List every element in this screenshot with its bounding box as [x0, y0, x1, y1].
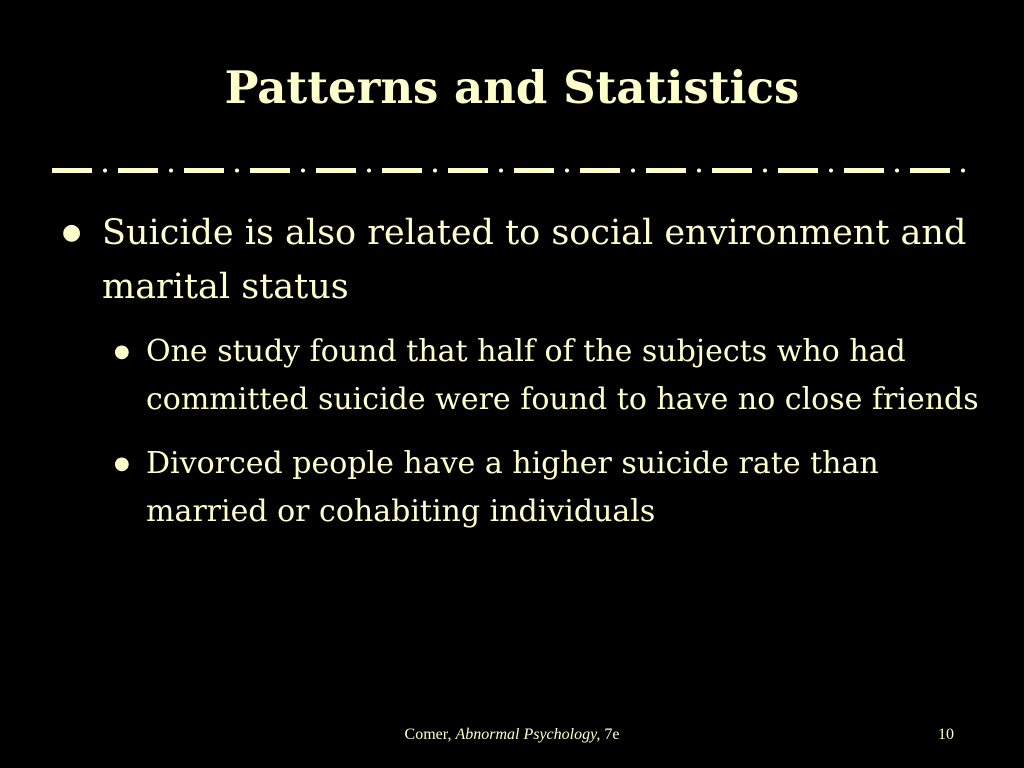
bullet-dot-icon: ●: [114, 341, 130, 362]
sub-bullet-list: [60, 328, 980, 536]
footer-book-title: Abnormal Psychology,: [455, 726, 601, 743]
slide-content: [60, 206, 980, 552]
slide-title: Patterns and Statistics: [224, 61, 800, 114]
footer-citation: [0, 726, 1024, 744]
divider-dash: [118, 168, 158, 173]
divider-dash: [448, 168, 488, 173]
divider-dash: [844, 168, 884, 173]
divider-dot: [697, 169, 701, 173]
divider-dash: [712, 168, 752, 173]
sub-bullet-text: Divorced people have a higher suicide rate than married or cohabiting individuals: [146, 446, 879, 529]
divider-dash: [382, 168, 422, 173]
divider-dot: [499, 169, 503, 173]
divider-dash: [250, 168, 290, 173]
page-number: 10: [938, 726, 954, 743]
divider-dot: [829, 169, 833, 173]
divider-dot: [961, 169, 965, 173]
divider-dot: [235, 169, 239, 173]
footer-author: Comer,: [404, 726, 452, 743]
divider-dash: [514, 168, 554, 173]
divider-dot: [433, 169, 437, 173]
divider-dash: [580, 168, 620, 173]
divider-dot: [895, 169, 899, 173]
bullet-dot-icon: ●: [114, 453, 130, 474]
bullet-dot-icon: ●: [62, 220, 82, 245]
divider-dot: [631, 169, 635, 173]
footer-edition: 7e: [604, 726, 620, 743]
divider-dot: [763, 169, 767, 173]
divider-dash: [646, 168, 686, 173]
divider-dash: [52, 168, 92, 173]
sub-bullet-item: [106, 440, 980, 536]
divider-dash: [316, 168, 356, 173]
sub-bullet-text: One study found that half of the subjects who had committed suicide were found to have no close friends: [146, 334, 979, 417]
title-divider: [52, 162, 974, 178]
divider-dash: [778, 168, 818, 173]
divider-dash: [184, 168, 224, 173]
divider-dash: [910, 168, 950, 173]
divider-dot: [301, 169, 305, 173]
divider-dot: [565, 169, 569, 173]
divider-dot: [367, 169, 371, 173]
bullet-text: Suicide is also related to social environment and marital status: [102, 213, 967, 307]
bullet-item: [60, 206, 980, 314]
sub-bullet-item: [106, 328, 980, 424]
divider-dot: [103, 169, 107, 173]
divider-dot: [169, 169, 173, 173]
